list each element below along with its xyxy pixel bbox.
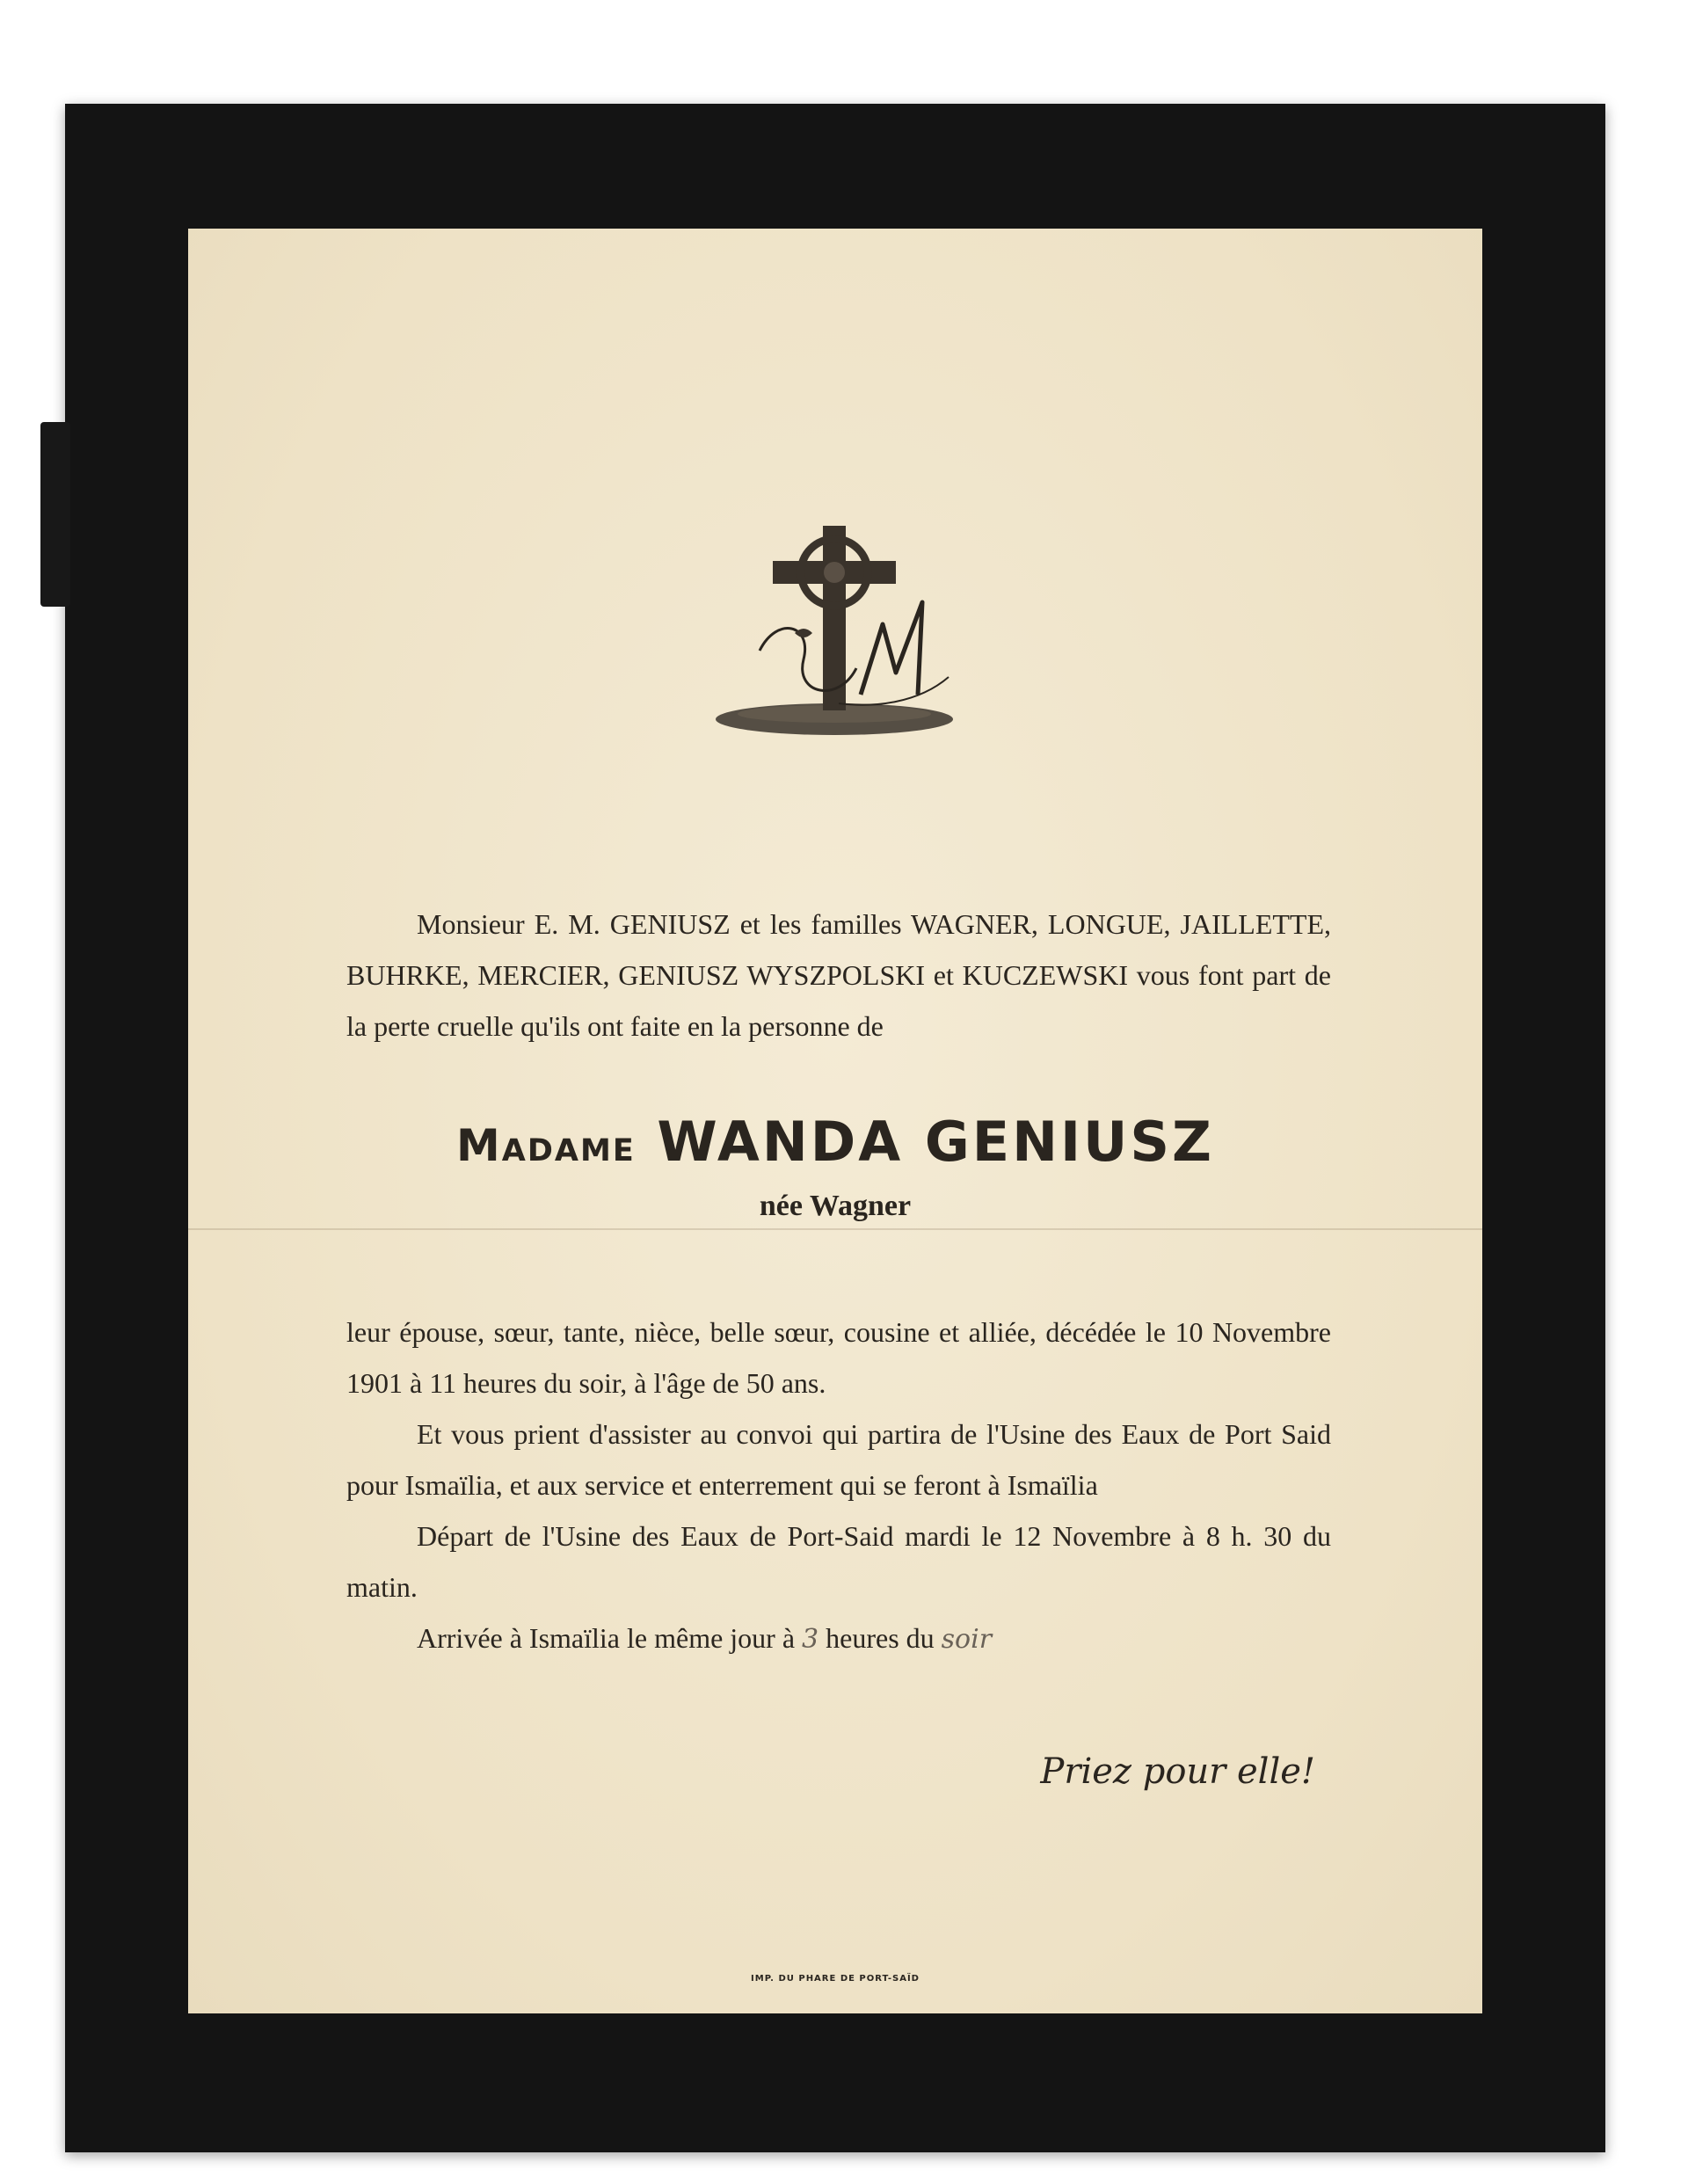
- convoy-paragraph: Et vous prient d'assister au convoi qui partira de l'Usine des Eaux de Port Said pour Ismaïlia, et aux service et enterrement qui se feront à Ismaïlia: [346, 1418, 1331, 1501]
- closing-prayer: Priez pour elle!: [1040, 1751, 1315, 1792]
- deceased-name: [188, 1110, 1482, 1174]
- fold-line: [188, 1228, 1482, 1230]
- paper-sheet: [188, 229, 1482, 2013]
- arrival-hour-handwritten: 3: [802, 1624, 819, 1655]
- name-title: Madame: [456, 1120, 636, 1171]
- mourning-card: [65, 104, 1605, 2152]
- details-block: [346, 1307, 1331, 1665]
- departure-paragraph: Départ de l'Usine des Eaux de Port-Said mardi le 12 Novembre à 8 h. 30 du matin.: [346, 1520, 1331, 1603]
- arrival-middle: heures du: [826, 1622, 935, 1654]
- death-paragraph: leur épouse, sœur, tante, nièce, belle sœur, cousine et alliée, décédée le 10 Novembre 1901 à 11 heures du soir, à l'âge de 50 ans.: [346, 1316, 1331, 1399]
- arrival-prefix: Arrivée à Ismaïlia le même jour à: [417, 1622, 796, 1654]
- maiden-name: née Wagner: [759, 1190, 912, 1222]
- printer-imprint: IMP. DU PHARE DE PORT-SAÏD: [751, 1974, 920, 1984]
- name-text: WANDA GENIUSZ: [657, 1110, 1214, 1174]
- intro-paragraph: Monsieur E. M. GENIUSZ et les familles WAGNER, LONGUE, JAILLETTE, BUHRKE, MERCIER, GENIUSZ WYSZPOLSKI et KUCZEWSKI vous font part de la perte cruelle qu'ils ont faite en la personne de: [346, 908, 1331, 1042]
- arrival-time-handwritten: soir: [941, 1624, 993, 1655]
- arrival-paragraph: [346, 1613, 1331, 1665]
- celtic-cross-monogram-icon: [707, 519, 962, 739]
